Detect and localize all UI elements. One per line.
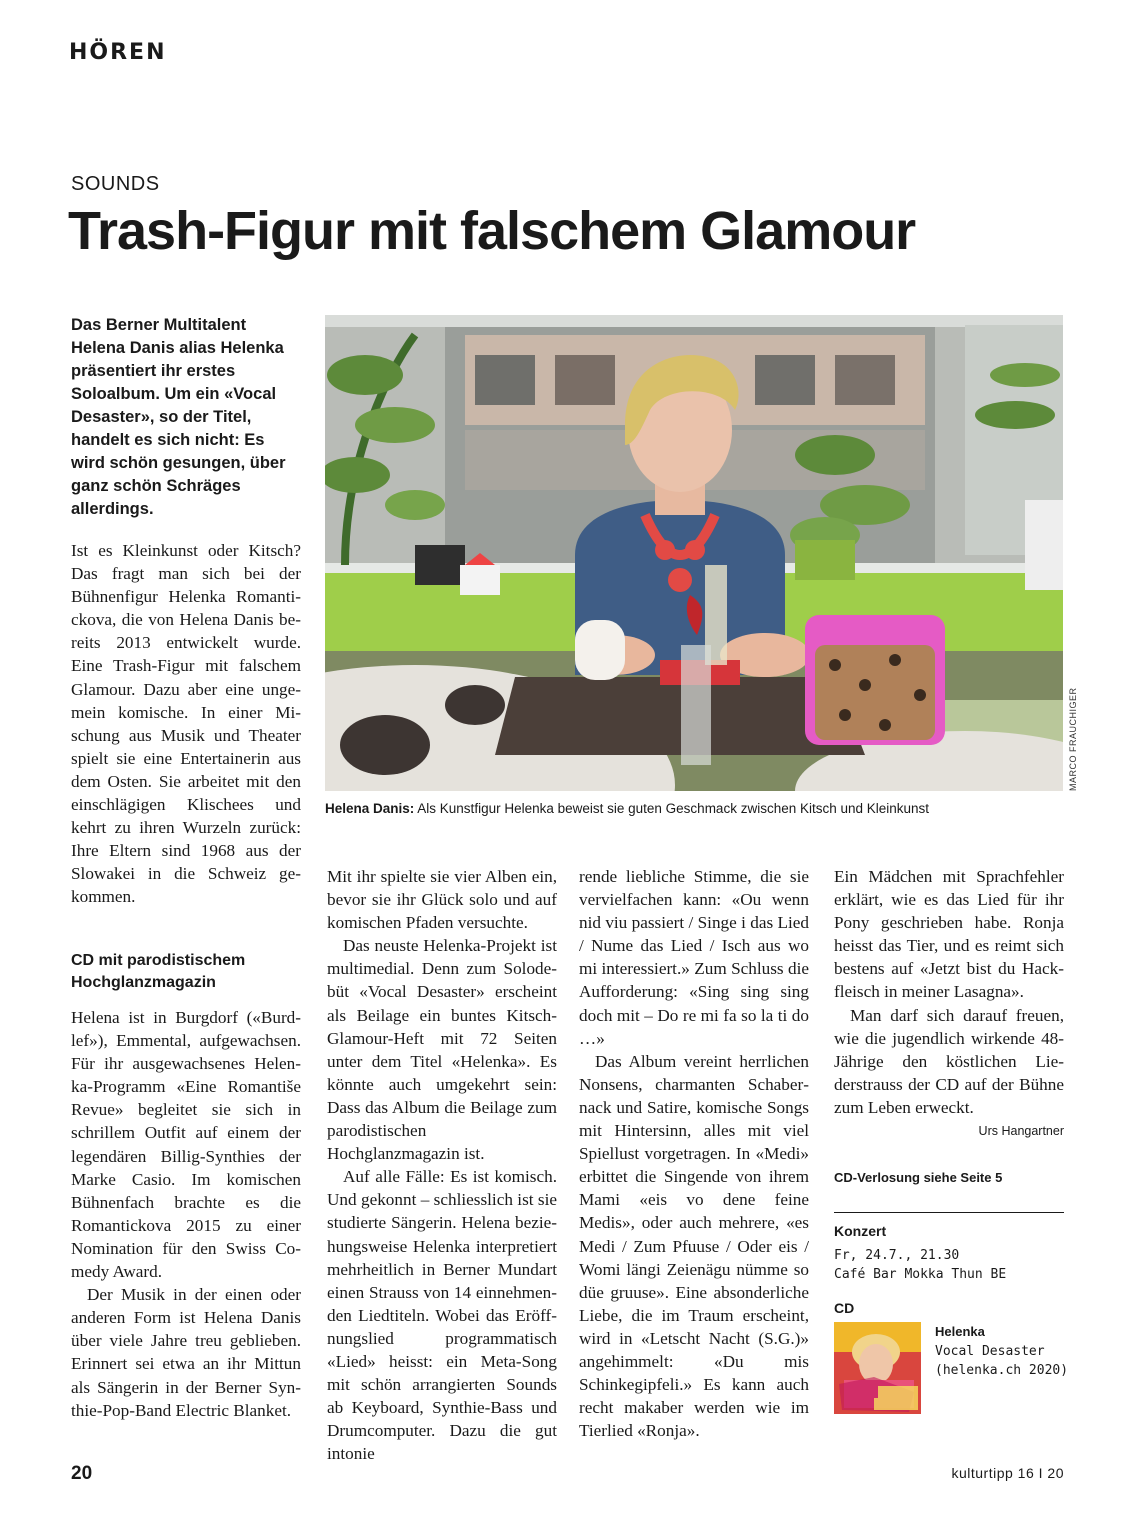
cd-cover-image bbox=[834, 1322, 921, 1414]
cd-heading: CD bbox=[834, 1300, 855, 1316]
paragraph: Mit ihr spielte sie vier Alben ein, bevor sie ihr Glück solo und auf komischen Pfaden versuchte. bbox=[327, 867, 557, 933]
photo-helena-danis bbox=[325, 315, 1063, 791]
article-lead: Das Berner Multitalent Helena Danis alias Helenka präsentiert ihr erstes Soloalbum. Um ein «Vocal Desaster», so der Titel, handelt es sich nicht: Es wird schön gesungen, über ganz schön Schräges allerdings. bbox=[71, 316, 286, 518]
cd-artist: Helenka bbox=[935, 1324, 985, 1339]
article-kicker: SOUNDS bbox=[71, 173, 160, 195]
photo-caption bbox=[325, 801, 929, 816]
concert-heading: Konzert bbox=[834, 1223, 887, 1239]
paragraph: rende liebliche Stimme, die sie vervielfachen kann: «Ou wenn nid viu passiert / Singe i das Lied / Nume das Lied / Isch aus wo mi interessiert.» Zum Schluss die Aufforderung: «Sing sing sing doch mit – Do re mi fa so la ti do …» bbox=[579, 867, 809, 1048]
author-byline: Urs Hangartner bbox=[978, 1124, 1064, 1138]
paragraph: Das neuste Helenka-Projekt ist multimedial. Denn zum Solodebüt «Vocal Desaster» erscheint als Beilage ein buntes Kitsch-Glamour-Heft mit 72 Seiten unter dem Titel «Helenka». Es könnte auch umgekehrt sein: Dass das Album die Beilage zum parodistischen Hochglanzmagazin ist. bbox=[327, 936, 557, 1164]
paragraph: Auf alle Fälle: Es ist komisch. Und gekonnt – schliesslich ist sie studierte Sängerin. Helena beziehungsweise Helenka interpretiert mehrheitlich in Berner Mundart einen Strauss von 14 einnehmenden Liedtiteln. Wobei das Eröffnungslied programmatisch «Lied» heisst: ein Meta-Song mit schön arrangierten Sounds ab Keyboard, Synthie-Bass und Drumcomputer. Dazu die gut intonie bbox=[327, 1167, 557, 1464]
cd-title: Vocal Desaster bbox=[935, 1344, 1045, 1359]
article-headline: Trash-Figur mit falschem Glamour bbox=[68, 201, 916, 261]
infobox-divider bbox=[834, 1212, 1064, 1213]
article-photo bbox=[325, 315, 1063, 791]
paragraph: Ein Mädchen mit Sprachfehler erklärt, wie es das Lied für ihr Pony geschrieben habe. Ronja heisst das Tier, und es reimt sich bestens auf «Jetzt bist du Hackfleisch in meiner Lasagna». bbox=[834, 867, 1064, 1002]
paragraph: Das Album vereint herrlichen Nonsens, charmanten Schabernack und Satire, komische Songs mit Hintersinn, alles mit viel Spiellust vorgetragen. In «Medi» erbittet die Singende von ihrem Mami «eis vo dene feine Medis», oder auch mehrere, «es Medi / Zum Pfuuse / Oder eis / Womi längi Zeienägu nümme so düe gruuse». Eine absonderliche Liebe, die im Traum erscheint, wird in «Letscht Nacht (S.G.)» angehimmelt: «Du mis Schinkegipfeli.» Es kann auch recht makaber werden wie im Tierlied «Ronja». bbox=[579, 1051, 809, 1441]
paragraph: Man darf sich darauf freuen, wie die jugendlich wirkende 48-Jährige den köstlichen Liederstrauss der CD auf der Bühne zum Leben erweckt. bbox=[834, 1005, 1064, 1117]
magazine-issue: kulturtipp 16 I 20 bbox=[951, 1465, 1064, 1481]
caption-name: Helena Danis: bbox=[325, 801, 415, 816]
paragraph: Helena ist in Burgdorf («Burdlef»), Emmental, aufgewachsen. Für ihr ausgewachsenes Helenka-Programm «Eine Romantiše Revue» begleitet sie sich in schrillem Outfit auf einem der legendären Billig-Synthies der Marke Casio. Im komischen Bühnenfach brachte es die Romantickova 2015 zu einer Nomination für den Swiss Comedy Award. bbox=[71, 1008, 301, 1282]
concert-venue: Café Bar Mokka Thun BE bbox=[834, 1267, 1007, 1282]
body-column-1b bbox=[71, 1006, 301, 1422]
body-column-4 bbox=[834, 865, 1064, 1119]
paragraph: Ist es Kleinkunst oder Kitsch? Das fragt man sich bei der Bühnenfigur Helenka Romantickova, die von Helena Danis bereits 2013 entwickelt wurde. Eine Trash-Figur mit falschem Glamour. Dazu aber eine ungemein komische. In einer Mischung aus Musik und Theater spielt sie eine Entertainerin aus dem Osten. Sie arbeitet mit den einschlägigen Klischees und kehrt zu ihren Wurzeln zurück: Ihre Eltern sind 1968 aus der Slowakei in die Schweiz gekommen. bbox=[71, 541, 301, 907]
cd-label: (helenka.ch 2020) bbox=[935, 1363, 1069, 1378]
section-label: HÖREN bbox=[69, 40, 167, 65]
photo-credit: MARCO FRAUCHIGER bbox=[1068, 687, 1078, 791]
concert-date: Fr, 24.7., 21.30 bbox=[834, 1248, 960, 1263]
body-column-3 bbox=[579, 865, 809, 1442]
body-column-1a bbox=[71, 539, 301, 909]
article-subhead: CD mit parodistischem Hochglanzmagazin bbox=[71, 952, 246, 991]
caption-text: Als Kunstfigur Helenka beweist sie guten Geschmack zwischen Kitsch und Kleinkunst bbox=[414, 801, 930, 816]
cd-raffle-note: CD-Verlosung siehe Seite 5 bbox=[834, 1170, 1003, 1185]
paragraph: Der Musik in der einen oder anderen Form ist Helena Danis über viele Jahre treu geblieben. Erinnert sei etwa an ihr Mittun als Sängerin in der Berner Synthie-Pop-Band Electric Blanket. bbox=[71, 1285, 301, 1420]
body-column-2 bbox=[327, 865, 557, 1465]
page-number: 20 bbox=[71, 1463, 93, 1484]
cd-cover-art bbox=[834, 1322, 921, 1414]
